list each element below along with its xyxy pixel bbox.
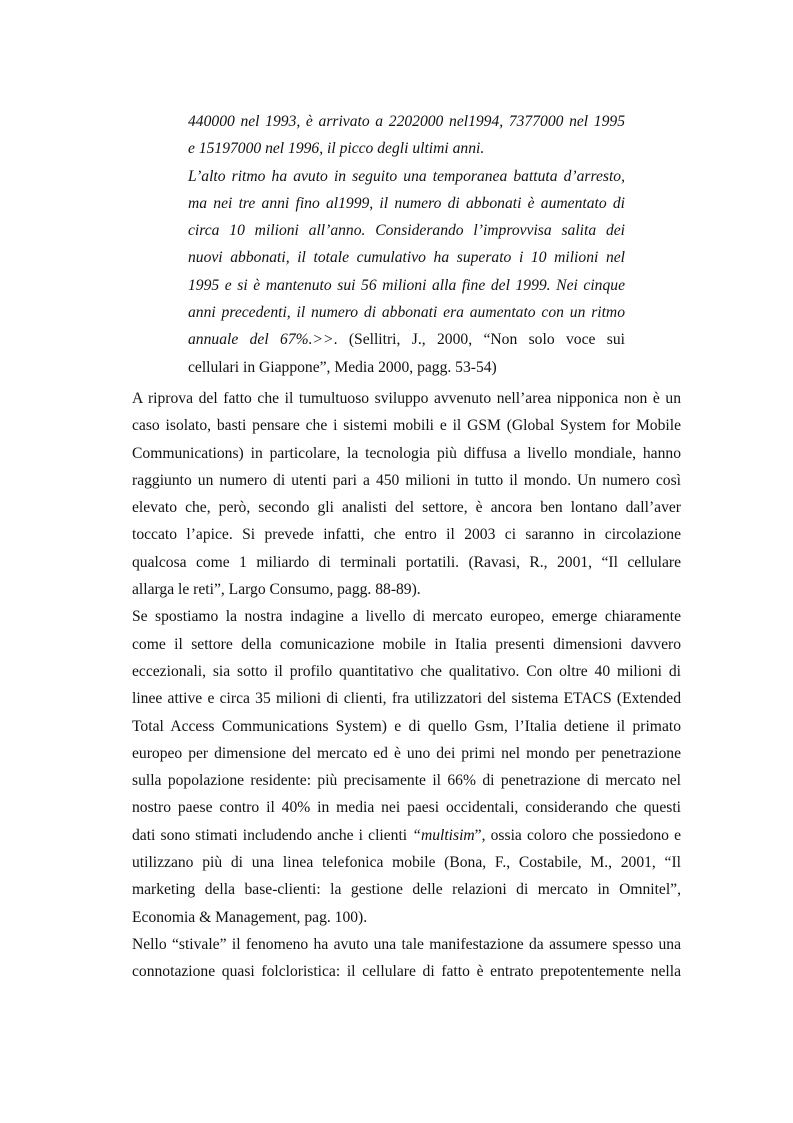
body-text-segment: nostro paese contro il 40% in media nei paesi occidentali, considerando che questi	[132, 799, 681, 817]
quote-text-segment: nuovi abbonati, il totale cumulativo ha superato i 10 milioni nel	[188, 249, 625, 267]
body-text-segment: come il settore della comunicazione mobile in Italia presenti dimensioni davvero	[132, 635, 681, 653]
quote-text-segment: . (Sellitri, J., 2000, “Non solo voce sui	[333, 331, 625, 349]
quote-line	[188, 244, 625, 271]
body-line	[132, 740, 681, 767]
quote-line	[188, 354, 625, 381]
quote-text-segment: ma nei tre anni fino al1999, il numero di abbonati è aumentato di	[188, 194, 625, 212]
body-text-segment: utilizzano più di una linea telefonica mobile (Bona, F., Costabile, M., 2001, “Il	[132, 854, 681, 872]
body-text-segment: dati sono stimati includendo anche i clienti	[132, 826, 413, 844]
body-line	[132, 603, 681, 630]
body-line	[132, 658, 681, 685]
body-text-segment: Nello “stivale” il fenomeno ha avuto una tale manifestazione da assumere spesso una	[132, 935, 681, 953]
body-text-segment: caso isolato, basti pensare che i sistemi mobili e il GSM (Global System for Mobile	[132, 417, 681, 435]
body-line	[132, 767, 681, 794]
quote-line	[188, 272, 625, 299]
quote-text-segment: circa 10 milioni all’anno. Considerando l’improvvisa salita dei	[188, 222, 625, 240]
body-text-segment: europeo per dimensione del mercato ed è uno dei primi nel mondo per penetrazione	[132, 744, 681, 762]
quote-text-segment: 440000 nel 1993, è arrivato a 2202000 nel1994, 7377000 nel 1995	[188, 113, 625, 130]
body-text-segment: marketing della base-clienti: la gestione delle relazioni di mercato in Omnitel”,	[132, 881, 681, 899]
quote-line	[188, 135, 625, 162]
body-text-segment: allarga le reti”, Largo Consumo, pagg. 88-89).	[132, 581, 421, 599]
body-line	[132, 494, 681, 521]
body-text-segment: elevato che, però, secondo gli analisti del settore, è ancora ben lontano dall’aver	[132, 499, 681, 517]
body-line	[132, 549, 681, 576]
body-text-segment: Total Access Communications System) e di quello Gsm, l’Italia detiene il primato	[132, 717, 681, 735]
body-text-segment: eccezionali, sia sotto il profilo quantitativo che qualitativo. Con oltre 40 milioni di	[132, 662, 681, 680]
quote-text-segment: anni precedenti, il numero di abbonati era aumentato con un ritmo	[188, 304, 625, 322]
body-line	[132, 931, 681, 958]
quote-line	[188, 108, 625, 135]
body-text-segment: Se spostiamo la nostra indagine a livello di mercato europeo, emerge chiaramente	[132, 608, 681, 626]
body-text-segment: “multisim	[412, 826, 475, 844]
body-text-segment: toccato l’apice. Si prevede infatti, che entro il 2003 ci saranno in circolazione	[132, 526, 681, 544]
body-text-segment: Economia & Management, pag. 100).	[132, 908, 368, 926]
body-text	[132, 385, 681, 986]
body-line	[132, 576, 681, 603]
body-line	[132, 685, 681, 712]
block-quote	[188, 108, 625, 381]
body-text-segment: A riprova del fatto che il tumultuoso sviluppo avvenuto nell’area nipponica non è un	[132, 390, 681, 407]
body-line	[132, 822, 681, 849]
quote-line	[188, 217, 625, 244]
quote-text-segment: annuale del 67%.>>	[188, 331, 334, 349]
body-text-segment: raggiunto un numero di utenti pari a 450 milioni in tutto il mondo. Un numero così	[132, 471, 681, 489]
body-text-segment: Communications) in particolare, la tecnologia più diffusa a livello mondiale, hanno	[132, 444, 681, 462]
quote-text-segment: 1995 e si è mantenuto sui 56 milioni alla fine del 1999. Nei cinque	[188, 276, 625, 294]
body-line	[132, 412, 681, 439]
body-line	[132, 876, 681, 903]
body-line	[132, 440, 681, 467]
quote-text-segment: cellulari in Giappone”, Media 2000, pagg. 53-54)	[188, 358, 497, 376]
body-text-segment: connotazione quasi folcloristica: il cellulare di fatto è entrato prepotentemente nella	[132, 963, 681, 981]
body-line	[132, 467, 681, 494]
quote-text-segment: L’alto ritmo ha avuto in seguito una temporanea battuta d’arresto,	[188, 167, 625, 185]
body-line	[132, 958, 681, 985]
body-line	[132, 521, 681, 548]
body-line	[132, 794, 681, 821]
quote-line	[188, 190, 625, 217]
quote-line	[188, 163, 625, 190]
quote-text-segment: e 15197000 nel 1996, il picco degli ultimi anni.	[188, 140, 485, 158]
body-line	[132, 631, 681, 658]
body-text-segment: ”, ossia coloro che possiedono e	[474, 826, 681, 844]
body-line	[132, 385, 681, 412]
body-text-segment: qualcosa come 1 miliardo di terminali portatili. (Ravasi, R., 2001, “Il cellulare	[132, 553, 681, 571]
body-line	[132, 713, 681, 740]
body-text-segment: sulla popolazione residente: più precisamente il 66% di penetrazione di mercato nel	[132, 772, 681, 790]
body-line	[132, 904, 681, 931]
quote-line	[188, 326, 625, 353]
quote-line	[188, 299, 625, 326]
body-line	[132, 849, 681, 876]
body-text-segment: linee attive e circa 35 milioni di clienti, fra utilizzatori del sistema ETACS (Extended	[132, 690, 681, 708]
